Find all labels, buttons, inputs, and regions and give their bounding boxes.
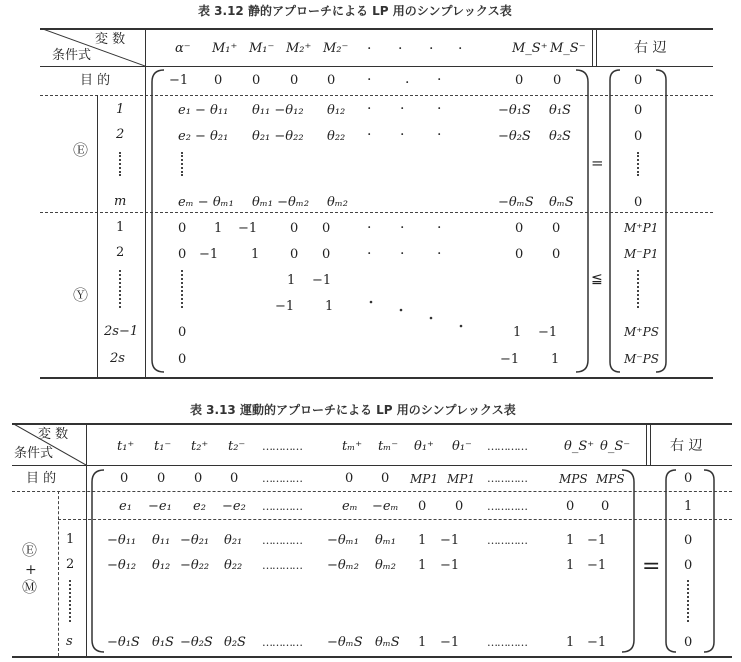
t1-em-c0: eₘ − θₘ₁ [178, 195, 234, 210]
t2-e-c6: −eₘ [372, 499, 399, 514]
t1-e1-c2: θ₁₂ [327, 103, 346, 118]
t2-e-c8: 0 [455, 499, 464, 514]
table1-caption: 表 3.12 静的アプローチによる LP 用のシンプレックス表 [198, 4, 512, 18]
table2-caption: 表 3.13 運動的アプローチによる LP 用のシンプレックス表 [190, 403, 516, 417]
t1-obj-c9: 0 [553, 73, 562, 88]
t1-y2-rhs: M⁻P1 [624, 247, 659, 261]
t2-header-thsm: θ_S⁻ [600, 439, 631, 454]
t2-r1-c6: θₘ₁ [375, 533, 397, 548]
t1-objective-label: 目 的 [80, 73, 111, 88]
t1-e-idx-2: 2 [116, 127, 125, 142]
t1-obj-c8: 0 [515, 73, 524, 88]
t2-obj-c0: 0 [120, 471, 129, 486]
t2-header-t1m: t₁⁻ [154, 439, 172, 454]
t1-y6-c2: 1 [551, 352, 560, 367]
t2-obj-rhs: 0 [684, 471, 693, 486]
t1-y2-c4: 0 [322, 247, 331, 262]
t1-header-alpha: α⁻ [175, 41, 191, 56]
t1-obj-rhs: 0 [634, 73, 643, 88]
t1-y1-c1: 1 [214, 221, 223, 236]
t1-obj-dot3: · [437, 72, 442, 88]
t1-y1-c9: 0 [552, 221, 561, 236]
t2-rs-c10: 1 [566, 635, 575, 650]
t2-e-c2: e₂ [193, 499, 206, 514]
t2-rs-c0: −θ₁S [107, 635, 140, 650]
t2-header-tmp: tₘ⁺ [342, 439, 363, 454]
t1-corner-variables: 変 数 [95, 32, 126, 47]
t1-e-idx-m: m [114, 194, 127, 209]
t2-r1-c0: −θ₁₁ [107, 533, 137, 548]
t1-e1-dot1: · [367, 101, 372, 117]
t2-r2-c5: −θₘ₂ [327, 558, 359, 573]
t1-y6-c1: −1 [500, 352, 520, 367]
t1-y-idx-2s: 2s [110, 351, 125, 366]
t1-obj-c3: 0 [290, 73, 299, 88]
t1-le-sign: ≦ [591, 271, 603, 287]
t2-e-ellipsis-2: ………… [487, 500, 527, 513]
t1-y-idx-1: 1 [116, 220, 125, 235]
t2-obj-c5: 0 [345, 471, 354, 486]
t2-e-c11: 0 [601, 499, 610, 514]
t1-y2-dot1: · [367, 246, 372, 262]
t2-obj-c7: MP1 [410, 472, 438, 486]
t1-y-col-vdots [181, 270, 183, 308]
t1-y1-c0: 0 [178, 221, 187, 236]
t1-eq-sign: = [591, 154, 604, 172]
t2-header-tmm: tₘ⁻ [378, 439, 399, 454]
t2-obj-c2: 0 [194, 471, 203, 486]
t2-rs-ellipsis-2: ………… [487, 636, 527, 649]
t2-header-rhs: 右 辺 [670, 438, 703, 454]
t2-header-ellipsis-2: ………… [487, 440, 527, 453]
t2-obj-ellipsis-2: ………… [487, 472, 527, 485]
t1-label-divider [145, 28, 146, 377]
t1-y2-c9: 0 [552, 247, 561, 262]
t2-e-ellipsis-1: ………… [262, 500, 302, 513]
t1-y5-c0: 0 [178, 325, 187, 340]
t2-r2-c8: −1 [440, 558, 460, 573]
t1-e1-c7: θ₁S [549, 103, 571, 118]
t1-y5-c2: −1 [538, 325, 558, 340]
t2-rs-c3: θ₂S [224, 635, 246, 650]
t2-r1-c5: −θₘ₁ [327, 533, 359, 548]
t2-rhs-divider [646, 423, 647, 465]
t1-y5-c1: 1 [513, 325, 522, 340]
t2-r1-c8: −1 [440, 533, 460, 548]
t1-e1-dot3: · [437, 101, 442, 117]
t2-r1-c1: θ₁₁ [152, 533, 171, 548]
t2-e-c0: e₁ [119, 499, 132, 514]
t1-group-y-symbol: Ⓨ [73, 286, 89, 304]
t1-y2-c2: 1 [251, 247, 260, 262]
t2-e-c3: −e₂ [222, 499, 246, 514]
t1-e2-c7: θ₂S [549, 129, 571, 144]
t1-y1-c3: 0 [290, 221, 299, 236]
t1-em-c2: θₘ₂ [327, 195, 349, 210]
t1-header-m2p: M₂⁺ [286, 41, 312, 56]
t2-eq-sign: = [642, 554, 661, 579]
t2-idx-vdots [69, 580, 71, 622]
t1-obj-dot1: · [367, 72, 372, 88]
t2-obj-c6: 0 [381, 471, 390, 486]
t2-r1-c11: −1 [587, 533, 607, 548]
t2-r2-c11: −1 [587, 558, 607, 573]
t2-rs-c5: −θₘS [327, 635, 363, 650]
t1-em-c6: −θₘS [498, 195, 534, 210]
t1-y6-c0: 0 [178, 352, 187, 367]
t1-y3-c3: 1 [287, 273, 296, 288]
t2-header-rule [12, 465, 732, 466]
t2-obj-c1: 0 [157, 471, 166, 486]
t2-rs-c11: −1 [587, 635, 607, 650]
t1-e-idx-vdots [119, 152, 121, 176]
t1-e2-c1: θ₂₁ −θ₂₂ [252, 129, 304, 144]
t1-group-e-symbol: Ⓔ [73, 141, 89, 159]
t1-y5-rhs: M⁺PS [624, 325, 659, 339]
t1-y2-c1: −1 [199, 247, 219, 262]
t2-rhs-vdots [687, 580, 689, 622]
t1-header-m1p: M₁⁺ [212, 41, 238, 56]
t2-r2-c0: −θ₁₂ [107, 558, 137, 573]
t1-em-c1: θₘ₁ −θₘ₂ [252, 195, 310, 210]
t1-e-idx-1: 1 [116, 102, 125, 117]
t1-e1-rhs: 0 [634, 103, 643, 118]
t2-objective-label: 目 的 [26, 471, 57, 486]
t1-y-idx-2sm1: 2s−1 [104, 324, 139, 339]
t2-top-rule [12, 423, 732, 425]
t1-diagonal-dots [365, 296, 475, 336]
t2-r2-c6: θₘ₂ [375, 558, 397, 573]
t1-index-divider [97, 95, 98, 377]
t2-r2-ellipsis-1: ………… [262, 559, 302, 572]
t2-header-ellipsis-1: ………… [262, 440, 302, 453]
t1-e1-c1: θ₁₁ −θ₁₂ [252, 103, 304, 118]
t2-rs-c7: 1 [418, 635, 427, 650]
t1-obj-c0: −1 [169, 73, 189, 88]
t2-header-t2p: t₂⁺ [191, 439, 209, 454]
t1-e2-c2: θ₂₂ [327, 129, 346, 144]
t2-header-th1m: θ₁⁻ [452, 439, 472, 454]
t2-rs-c6: θₘS [375, 635, 400, 650]
t1-header-rule [40, 66, 713, 67]
t1-y1-c2: −1 [238, 221, 258, 236]
t2-group-e-symbol: Ⓔ [22, 541, 38, 559]
t2-bottom-rule [12, 656, 732, 658]
t1-e1-dot2: · [400, 101, 405, 117]
t1-e2-dot1: · [367, 127, 372, 143]
t1-y2-c8: 0 [515, 247, 524, 262]
t2-header-t1p: t₁⁺ [117, 439, 135, 454]
t1-y6-rhs: M⁻PS [624, 352, 659, 366]
t1-header-dot-1: · [367, 41, 372, 57]
t2-rhs-divider2 [650, 423, 651, 465]
t2-rs-c1: θ₁S [152, 635, 174, 650]
t1-header-dot-4: · [458, 41, 463, 57]
t1-y-idx-2: 2 [116, 245, 125, 260]
t1-e-rhs-vdots [637, 152, 639, 176]
t2-obj-c11: MPS [596, 472, 625, 486]
t1-rhs-divider-top [592, 28, 593, 66]
t2-r2-rhs: 0 [684, 558, 693, 573]
t1-y2-c0: 0 [178, 247, 187, 262]
t1-corner-conditions: 条件式 [52, 48, 92, 63]
t2-header-thsp: θ_S⁺ [564, 439, 595, 454]
t2-group-plus: + [25, 562, 37, 578]
t2-idx-1: 1 [66, 532, 75, 547]
t2-r2-c1: θ₁₂ [152, 558, 171, 573]
t1-y1-dot2: · [400, 220, 405, 236]
t1-rhs-divider-top2 [596, 28, 597, 66]
t1-obj-c1: 0 [214, 73, 223, 88]
t2-e-c7: 0 [418, 499, 427, 514]
t2-e-rhs: 1 [684, 499, 693, 514]
t2-r2-c2: −θ₂₂ [180, 558, 210, 573]
t1-header-msp: M_S⁺ [512, 41, 548, 56]
t2-r1-rhs: 0 [684, 533, 693, 548]
t1-e-col-vdots [181, 152, 183, 176]
t1-obj-c4: 0 [327, 73, 336, 88]
t1-header-rhs: 右 辺 [634, 40, 667, 56]
t1-e1-c0: e₁ − θ₁₁ [178, 103, 229, 118]
t2-r1-c7: 1 [418, 533, 427, 548]
t1-header-msm: M_S⁻ [550, 41, 586, 56]
t1-obj-c2: 0 [252, 73, 261, 88]
t1-y2-dot3: · [437, 246, 442, 262]
t1-em-c7: θₘS [549, 195, 574, 210]
t2-group-m-symbol: Ⓜ [22, 578, 38, 596]
t1-y4-c3: −1 [275, 299, 295, 314]
t1-y2-dot2: · [400, 246, 405, 262]
t1-header-m1m: M₁⁻ [249, 41, 275, 56]
t2-e-c10: 0 [566, 499, 575, 514]
t2-rs-c2: −θ₂S [180, 635, 213, 650]
t2-r2-c10: 1 [566, 558, 575, 573]
t2-corner-conditions: 条件式 [14, 446, 54, 461]
t2-rs-rhs: 0 [684, 635, 693, 650]
t2-r2-c7: 1 [418, 558, 427, 573]
t1-y1-dot3: · [437, 220, 442, 236]
t2-matrix-brackets [90, 468, 636, 654]
t2-rs-c8: −1 [440, 635, 460, 650]
t2-label-divider [86, 423, 87, 656]
t2-r2-c3: θ₂₂ [224, 558, 243, 573]
t1-y1-rhs: M⁺P1 [624, 221, 659, 235]
t1-e2-dot3: · [437, 127, 442, 143]
t1-em-rhs: 0 [634, 195, 643, 210]
t2-e-c5: eₘ [342, 499, 358, 514]
t1-y-rhs-vdots [637, 270, 639, 308]
t2-index-divider [58, 491, 59, 656]
t1-header-dot-2: · [398, 41, 403, 57]
t1-e2-c6: −θ₂S [498, 129, 531, 144]
t2-corner-variables: 変 数 [38, 427, 69, 442]
t2-r1-ellipsis-2: ………… [487, 534, 527, 547]
t2-header-t2m: t₂⁻ [228, 439, 246, 454]
t1-header-dot-3: · [429, 41, 434, 57]
t2-r1-c2: −θ₂₁ [180, 533, 210, 548]
t1-y1-dot1: · [367, 220, 372, 236]
t2-obj-c10: MPS [559, 472, 588, 486]
t2-e-c1: −e₁ [148, 499, 172, 514]
t2-header-th1p: θ₁⁺ [414, 439, 434, 454]
t1-e2-c0: e₂ − θ₂₁ [178, 129, 229, 144]
t2-obj-c3: 0 [230, 471, 239, 486]
t2-obj-c8: MP1 [447, 472, 475, 486]
t2-idx-s: s [66, 634, 73, 649]
t1-y3-c4: −1 [312, 273, 332, 288]
t2-rs-ellipsis-1: ………… [262, 636, 302, 649]
t1-e2-dot2: · [400, 127, 405, 143]
t2-r1-ellipsis-1: ………… [262, 534, 302, 547]
t2-r1-c10: 1 [566, 533, 575, 548]
t1-y1-c8: 0 [515, 221, 524, 236]
t1-header-m2m: M₂⁻ [323, 41, 349, 56]
t1-bottom-rule [40, 377, 713, 379]
t1-y-idx-vdots [119, 270, 121, 308]
t1-y1-c4: 0 [322, 221, 331, 236]
t1-obj-dot2: · [405, 75, 410, 91]
t2-idx-2: 2 [66, 557, 75, 572]
t1-y2-c3: 0 [290, 247, 299, 262]
t2-obj-ellipsis-1: ………… [262, 472, 302, 485]
t1-e2-rhs: 0 [634, 129, 643, 144]
t1-y4-c4: 1 [325, 299, 334, 314]
t1-e1-c6: −θ₁S [498, 103, 531, 118]
t2-r1-c3: θ₂₁ [224, 533, 243, 548]
